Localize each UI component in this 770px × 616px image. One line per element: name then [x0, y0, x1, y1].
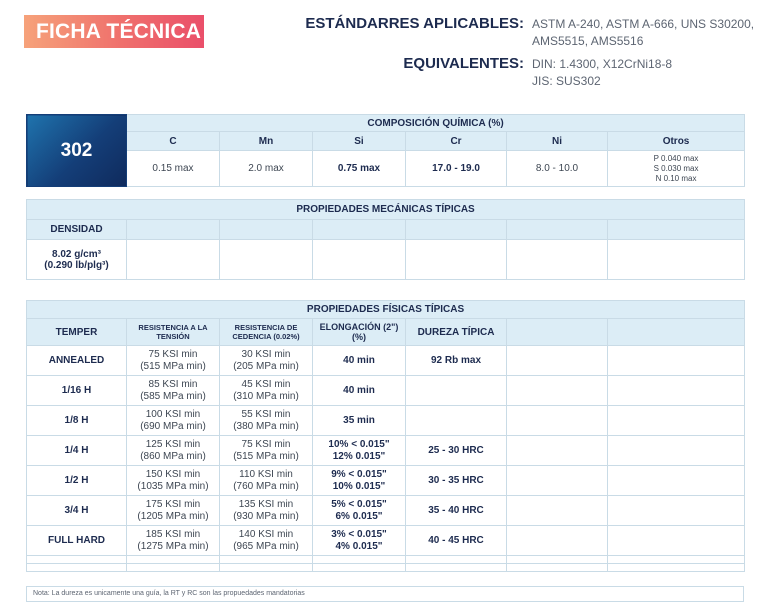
phys-header-dureza: DUREZA TÍPICA [406, 319, 507, 346]
header-line: CEDENCIA (0.02%) [232, 332, 300, 341]
physical-title: PROPIEDADES FÍSICAS TÍPICAS [27, 301, 745, 319]
cell-line: (515 MPa min) [140, 360, 206, 372]
elongation-value [313, 526, 406, 556]
empty-cell [608, 406, 745, 436]
cell-line: 125 KSI min [145, 438, 201, 450]
standards-row [300, 15, 760, 50]
equivalents-row [300, 55, 760, 90]
cell-line: 35 min [343, 414, 375, 426]
comp-value-mn: 2.0 max [220, 151, 313, 187]
temper-label: 1/4 H [27, 436, 127, 466]
physical-row [27, 436, 745, 466]
elongation-value [313, 466, 406, 496]
cell-line: 40 min [343, 354, 375, 366]
density-label: DENSIDAD [27, 220, 127, 240]
elongation-value [313, 406, 406, 436]
empty-cell [507, 406, 608, 436]
equivalents-values [532, 55, 672, 90]
empty-cell [608, 376, 745, 406]
standards-line: AMS5515, AMS5516 [532, 34, 644, 48]
phys-header-cedencia [220, 319, 313, 346]
otros-line: P 0.040 max [653, 153, 699, 163]
spacer-cell [507, 564, 608, 572]
equivalents-line: DIN: 1.4300, X12CrNi18-8 [532, 57, 673, 71]
cell-line: (860 MPa min) [140, 450, 206, 462]
cell-line: 45 KSI min [241, 378, 291, 390]
cell-line: (1205 MPa min) [137, 510, 209, 522]
empty-cell [127, 220, 220, 240]
cedencia-value [220, 496, 313, 526]
elongation-value [313, 346, 406, 376]
empty-cell [608, 466, 745, 496]
tension-value [127, 346, 220, 376]
composition-title: COMPOSICIÓN QUÍMICA (%) [127, 115, 745, 132]
temper-label: 3/4 H [27, 496, 127, 526]
spacer-cell [127, 556, 220, 564]
empty-cell [608, 319, 745, 346]
cell-line: 140 KSI min [238, 528, 294, 540]
spacer-cell [220, 556, 313, 564]
mechanical-table [26, 199, 745, 280]
elongation-value [313, 496, 406, 526]
physical-table [26, 300, 745, 572]
comp-header-cr: Cr [406, 132, 507, 151]
density-value [27, 240, 127, 280]
hardness-value: 30 - 35 HRC [406, 466, 507, 496]
physical-rows [27, 346, 745, 556]
physical-row [27, 466, 745, 496]
physical-row [27, 376, 745, 406]
cell-line: (1275 MPa min) [137, 540, 209, 552]
spacer-cell [608, 564, 745, 572]
temper-label: FULL HARD [27, 526, 127, 556]
comp-header-otros: Otros [608, 132, 745, 151]
grade-badge: 302 [27, 115, 127, 187]
cell-line: 135 KSI min [238, 498, 294, 510]
composition-table [26, 114, 745, 187]
empty-cell [406, 240, 507, 280]
cell-line: (1035 MPa min) [137, 480, 209, 492]
empty-cell [507, 376, 608, 406]
empty-cell [313, 240, 406, 280]
ficha-tecnica-banner: FICHA TÉCNICA [24, 15, 204, 48]
spacer-cell [608, 556, 745, 564]
cell-line: 12% 0.015" [332, 450, 386, 462]
header-line: TENSIÓN [156, 332, 190, 341]
standards-label: ESTÁNDARRES APLICABLES: [305, 15, 524, 32]
header-line: RESISTENCIA DE [234, 323, 298, 332]
empty-cell [507, 346, 608, 376]
standards-line: ASTM A-240, ASTM A-666, UNS S30200, [532, 17, 755, 31]
tension-value [127, 526, 220, 556]
spacer-cell [507, 556, 608, 564]
physical-row [27, 346, 745, 376]
tension-value [127, 496, 220, 526]
comp-header-ni: Ni [507, 132, 608, 151]
hardness-value [406, 376, 507, 406]
hardness-value: 35 - 40 HRC [406, 496, 507, 526]
cedencia-value [220, 346, 313, 376]
spacer-cell [313, 556, 406, 564]
phys-header-temper: TEMPER [27, 319, 127, 346]
cell-line: 150 KSI min [145, 468, 201, 480]
empty-cell [608, 496, 745, 526]
mechanical-title: PROPIEDADES MECÁNICAS TÍPICAS [27, 200, 745, 220]
spacer-cell [27, 564, 127, 572]
cell-line: (760 MPa min) [233, 480, 299, 492]
empty-cell [608, 220, 745, 240]
phys-header-elongacion: ELONGACIÓN (2")(%) [313, 319, 406, 346]
cell-line: 10% < 0.015" [328, 438, 390, 450]
empty-cell [220, 240, 313, 280]
spacer-cell [406, 556, 507, 564]
empty-cell [608, 240, 745, 280]
cell-line: (310 MPa min) [233, 390, 299, 402]
hardness-value: 92 Rb max [406, 346, 507, 376]
cedencia-value [220, 436, 313, 466]
empty-cell [220, 220, 313, 240]
comp-header-c: C [127, 132, 220, 151]
cell-line: 40 min [343, 384, 375, 396]
physical-row [27, 406, 745, 436]
phys-header-tension [127, 319, 220, 346]
elongation-value [313, 376, 406, 406]
temper-label: ANNEALED [27, 346, 127, 376]
cell-line: 4% 0.015" [335, 540, 383, 552]
otros-line: S 0.030 max [653, 163, 699, 173]
cell-line: (965 MPa min) [233, 540, 299, 552]
hardness-value [406, 406, 507, 436]
cell-line: 110 KSI min [239, 468, 293, 480]
temper-label: 1/16 H [27, 376, 127, 406]
cell-line: 175 KSI min [145, 498, 201, 510]
physical-row [27, 526, 745, 556]
spacer-cell [220, 564, 313, 572]
cedencia-value [220, 406, 313, 436]
empty-cell [608, 346, 745, 376]
cell-line: 75 KSI min [241, 438, 291, 450]
comp-value-ni: 8.0 - 10.0 [507, 151, 608, 187]
cedencia-value [220, 526, 313, 556]
density-line: (0.290 lb/plg³) [44, 259, 109, 271]
cedencia-value [220, 466, 313, 496]
cell-line: (380 MPa min) [233, 420, 299, 432]
cell-line: 10% 0.015" [332, 480, 386, 492]
cell-line: 185 KSI min [145, 528, 201, 540]
tension-value [127, 406, 220, 436]
empty-cell [608, 526, 745, 556]
comp-header-si: Si [313, 132, 406, 151]
empty-cell [507, 319, 608, 346]
equivalents-label: EQUIVALENTES: [403, 55, 524, 72]
empty-cell [313, 220, 406, 240]
elongation-value [313, 436, 406, 466]
spacer-cell [127, 564, 220, 572]
empty-cell [608, 436, 745, 466]
comp-value-c: 0.15 max [127, 151, 220, 187]
cell-line: 75 KSI min [148, 348, 198, 360]
cell-line: (515 MPa min) [233, 450, 299, 462]
empty-cell [507, 526, 608, 556]
tension-value [127, 436, 220, 466]
cell-line: 3% < 0.015" [331, 528, 387, 540]
cedencia-value [220, 376, 313, 406]
tension-value [127, 376, 220, 406]
cell-line: (930 MPa min) [233, 510, 299, 522]
cell-line: (585 MPa min) [140, 390, 206, 402]
cell-line: (205 MPa min) [233, 360, 299, 372]
standards-values [532, 15, 754, 50]
spacer-cell [406, 564, 507, 572]
empty-cell [127, 240, 220, 280]
temper-label: 1/2 H [27, 466, 127, 496]
cell-line: 30 KSI min [241, 348, 291, 360]
cell-line: 6% 0.015" [335, 510, 383, 522]
hardness-value: 25 - 30 HRC [406, 436, 507, 466]
density-line: 8.02 g/cm³ [52, 248, 101, 260]
footnote: Nota: La dureza es unicamente una guía, la RT y RC son las propuedades mandatorias [26, 586, 744, 602]
comp-value-cr: 17.0 - 19.0 [406, 151, 507, 187]
empty-cell [507, 240, 608, 280]
comp-value-otros [608, 151, 745, 187]
cell-line: 5% < 0.015" [331, 498, 387, 510]
cell-line: (690 MPa min) [140, 420, 206, 432]
temper-label: 1/8 H [27, 406, 127, 436]
empty-cell [507, 436, 608, 466]
cell-line: 85 KSI min [148, 378, 198, 390]
empty-cell [406, 220, 507, 240]
empty-cell [507, 466, 608, 496]
cell-line: 9% < 0.015" [331, 468, 387, 480]
spacer-cell [313, 564, 406, 572]
header-line: RESISTENCIA A LA [138, 323, 208, 332]
empty-cell [507, 220, 608, 240]
physical-row [27, 496, 745, 526]
comp-header-mn: Mn [220, 132, 313, 151]
tension-value [127, 466, 220, 496]
cell-line: 55 KSI min [241, 408, 291, 420]
empty-cell [507, 496, 608, 526]
equivalents-line: JIS: SUS302 [532, 74, 601, 88]
spacer-cell [27, 556, 127, 564]
comp-value-si: 0.75 max [313, 151, 406, 187]
otros-line: N 0.10 max [655, 173, 697, 183]
hardness-value: 40 - 45 HRC [406, 526, 507, 556]
cell-line: 100 KSI min [145, 408, 201, 420]
